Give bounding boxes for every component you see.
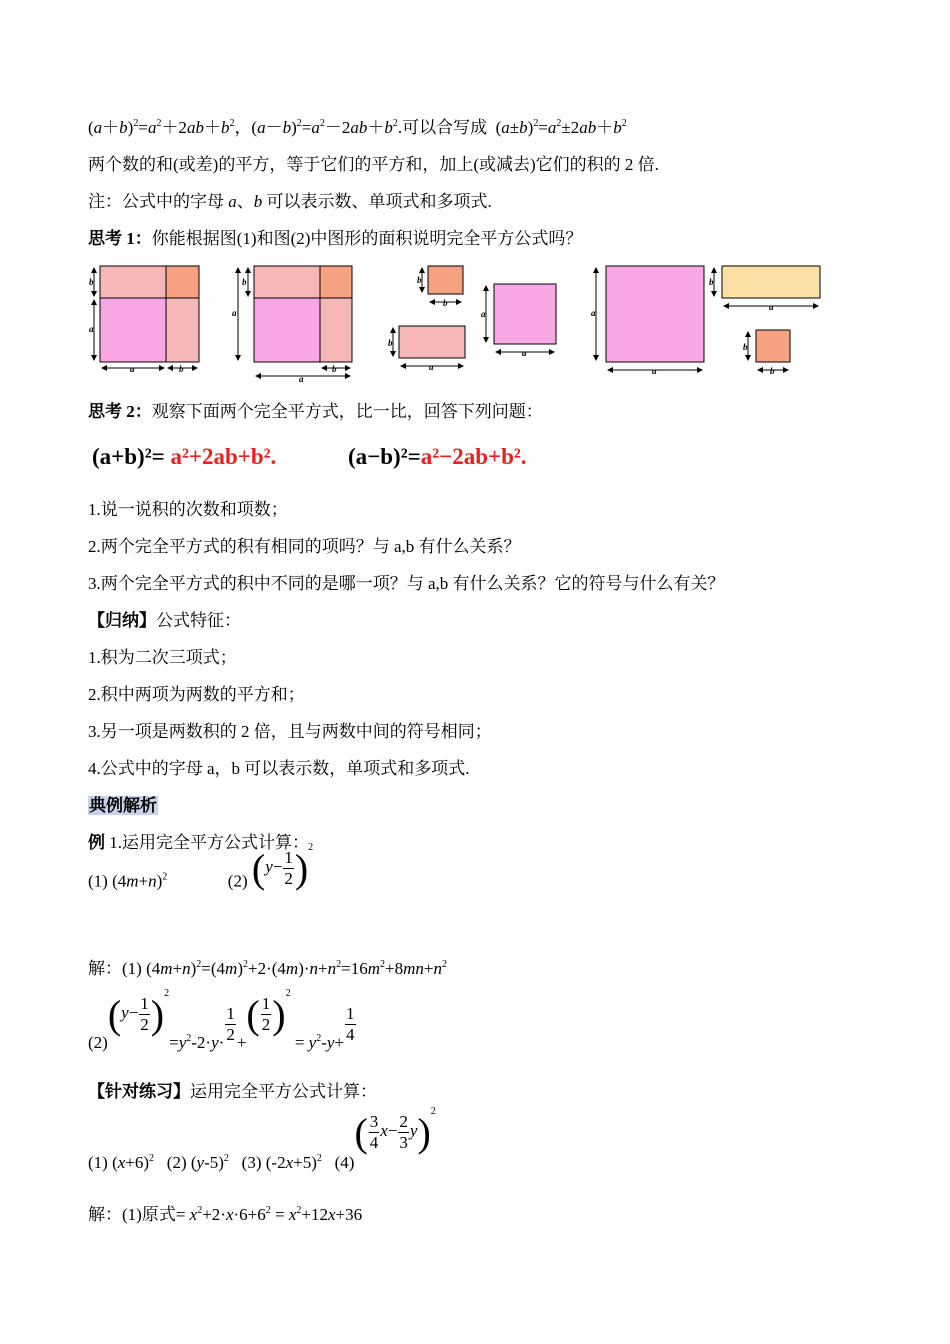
formula-sum-lhs: (a+b)²= — [92, 444, 165, 469]
rule-statement: 两个数的和(或差)的平方，等于它们的平方和，加上(或减去)它们的积的 2 倍. — [88, 155, 659, 174]
summary-item-3: 3.另一项是两数积的 2 倍，且与两数中间的符号相同； — [88, 722, 492, 741]
svg-text:a: a — [429, 362, 434, 372]
summary-item-1: 1.积为二次三项式； — [88, 648, 237, 667]
formula-diff — [348, 444, 527, 470]
solution-1: 解：(1) $(4m+n)^2=(4m)^2+2\cdot(4m)\cdot n+n^2=16m^2+8mn+n^2$ — [88, 959, 447, 978]
example-1-line: 例 1.运用完全平方公式计算： — [88, 833, 309, 852]
figure-1 — [94, 266, 199, 368]
practice-title: 【针对练习】运用完全平方公式计算： — [88, 1082, 377, 1101]
formula-sum-rhs: a²+2ab+b². — [170, 444, 277, 469]
svg-text:b: b — [443, 298, 448, 308]
formula-sum — [92, 444, 276, 470]
think1-text: 你能根据图(1)和图(2)中图形的面积说明完全平方公式吗？ — [151, 229, 583, 248]
svg-text:a: a — [89, 324, 94, 334]
think2-text: 观察下面两个完全平方式，比一比，回答下列问题： — [151, 402, 543, 421]
svg-text:b: b — [417, 275, 422, 285]
area-figures — [86, 260, 826, 386]
svg-text:b: b — [770, 366, 775, 376]
solution-2: (2)(y− $\frac{1}{2}$ )$^2=y^2-2\cdot y\cdot$ $\frac{1}{2}$ +( $\frac{1}{2}$ )$^2 = y^2-y+$ $\frac{1}{4}$ — [88, 988, 355, 1053]
svg-text:b: b — [179, 364, 184, 374]
svg-text:b: b — [388, 338, 393, 348]
identity-suffix: .可以合写成 — [397, 118, 488, 137]
example-1-problems: (1) $(4m+n)^2$ (2) (y− $\frac{1}{2}$ )$^2$ — [88, 842, 314, 891]
question-3: 3.两个完全平方式的积中不同的是哪一项？与 a,b 有什么关系？它的符号与什么有关？ — [88, 574, 725, 593]
svg-text:b: b — [89, 277, 94, 287]
summary-item-4: 4.公式中的字母 a，b 可以表示数，单项式和多项式. — [88, 759, 470, 778]
practice-solution-1: 解：(1)原式= $x^2+2\cdot x\cdot 6+6^2 = x^2+12x+36$ — [88, 1205, 363, 1224]
svg-text:a: a — [299, 374, 304, 384]
section-heading: 典例解析 — [89, 796, 157, 815]
svg-text:a: a — [652, 366, 657, 376]
svg-text:a: a — [130, 364, 135, 374]
svg-text:b: b — [332, 364, 337, 374]
svg-text:b: b — [743, 342, 748, 352]
think1-label: 思考 1： — [88, 229, 152, 248]
figure-2 — [238, 266, 352, 376]
practice-problems: (1) $(x+6)^2$ (2) $(y-5)^2$ (3) $(-2x+5)^2$ (4)( $\frac{3}{4}$ x− $\frac{2}{3}$ y)$^2$ — [88, 1106, 436, 1173]
think2-line — [88, 401, 543, 423]
svg-text:a: a — [769, 302, 774, 312]
identity-line: $(a+b)^2=a^2+2ab+b^2$，$(a-b)^2=a^2-2ab+b^2$.可以合写成 $(a\pm b)^2=a^2\pm 2ab+b^2$ — [88, 118, 627, 137]
svg-text:a: a — [591, 308, 596, 318]
formula-diff-lhs: (a−b)²= — [348, 444, 421, 469]
svg-text:a: a — [481, 309, 486, 319]
svg-text:b: b — [709, 277, 714, 287]
formula-diff-rhs: a²−2ab+b². — [420, 444, 527, 469]
think2-label: 思考 2： — [88, 402, 152, 421]
question-2: 2.两个完全平方式的积有相同的项吗？与 a,b 有什么关系？ — [88, 537, 521, 556]
svg-text:a: a — [232, 308, 237, 318]
summary-item-2: 2.积中两项为两数的平方和； — [88, 685, 305, 704]
think1-line — [88, 228, 582, 250]
note-line: 注：公式中的字母 a、b 可以表示数、单项式和多项式. — [88, 192, 492, 211]
svg-text:a: a — [522, 348, 527, 358]
svg-text:b: b — [242, 277, 247, 287]
figure-4 — [596, 266, 820, 370]
summary-title: 【归纳】公式特征： — [88, 611, 241, 630]
question-1: 1.说一说积的次数和项数； — [88, 500, 288, 519]
